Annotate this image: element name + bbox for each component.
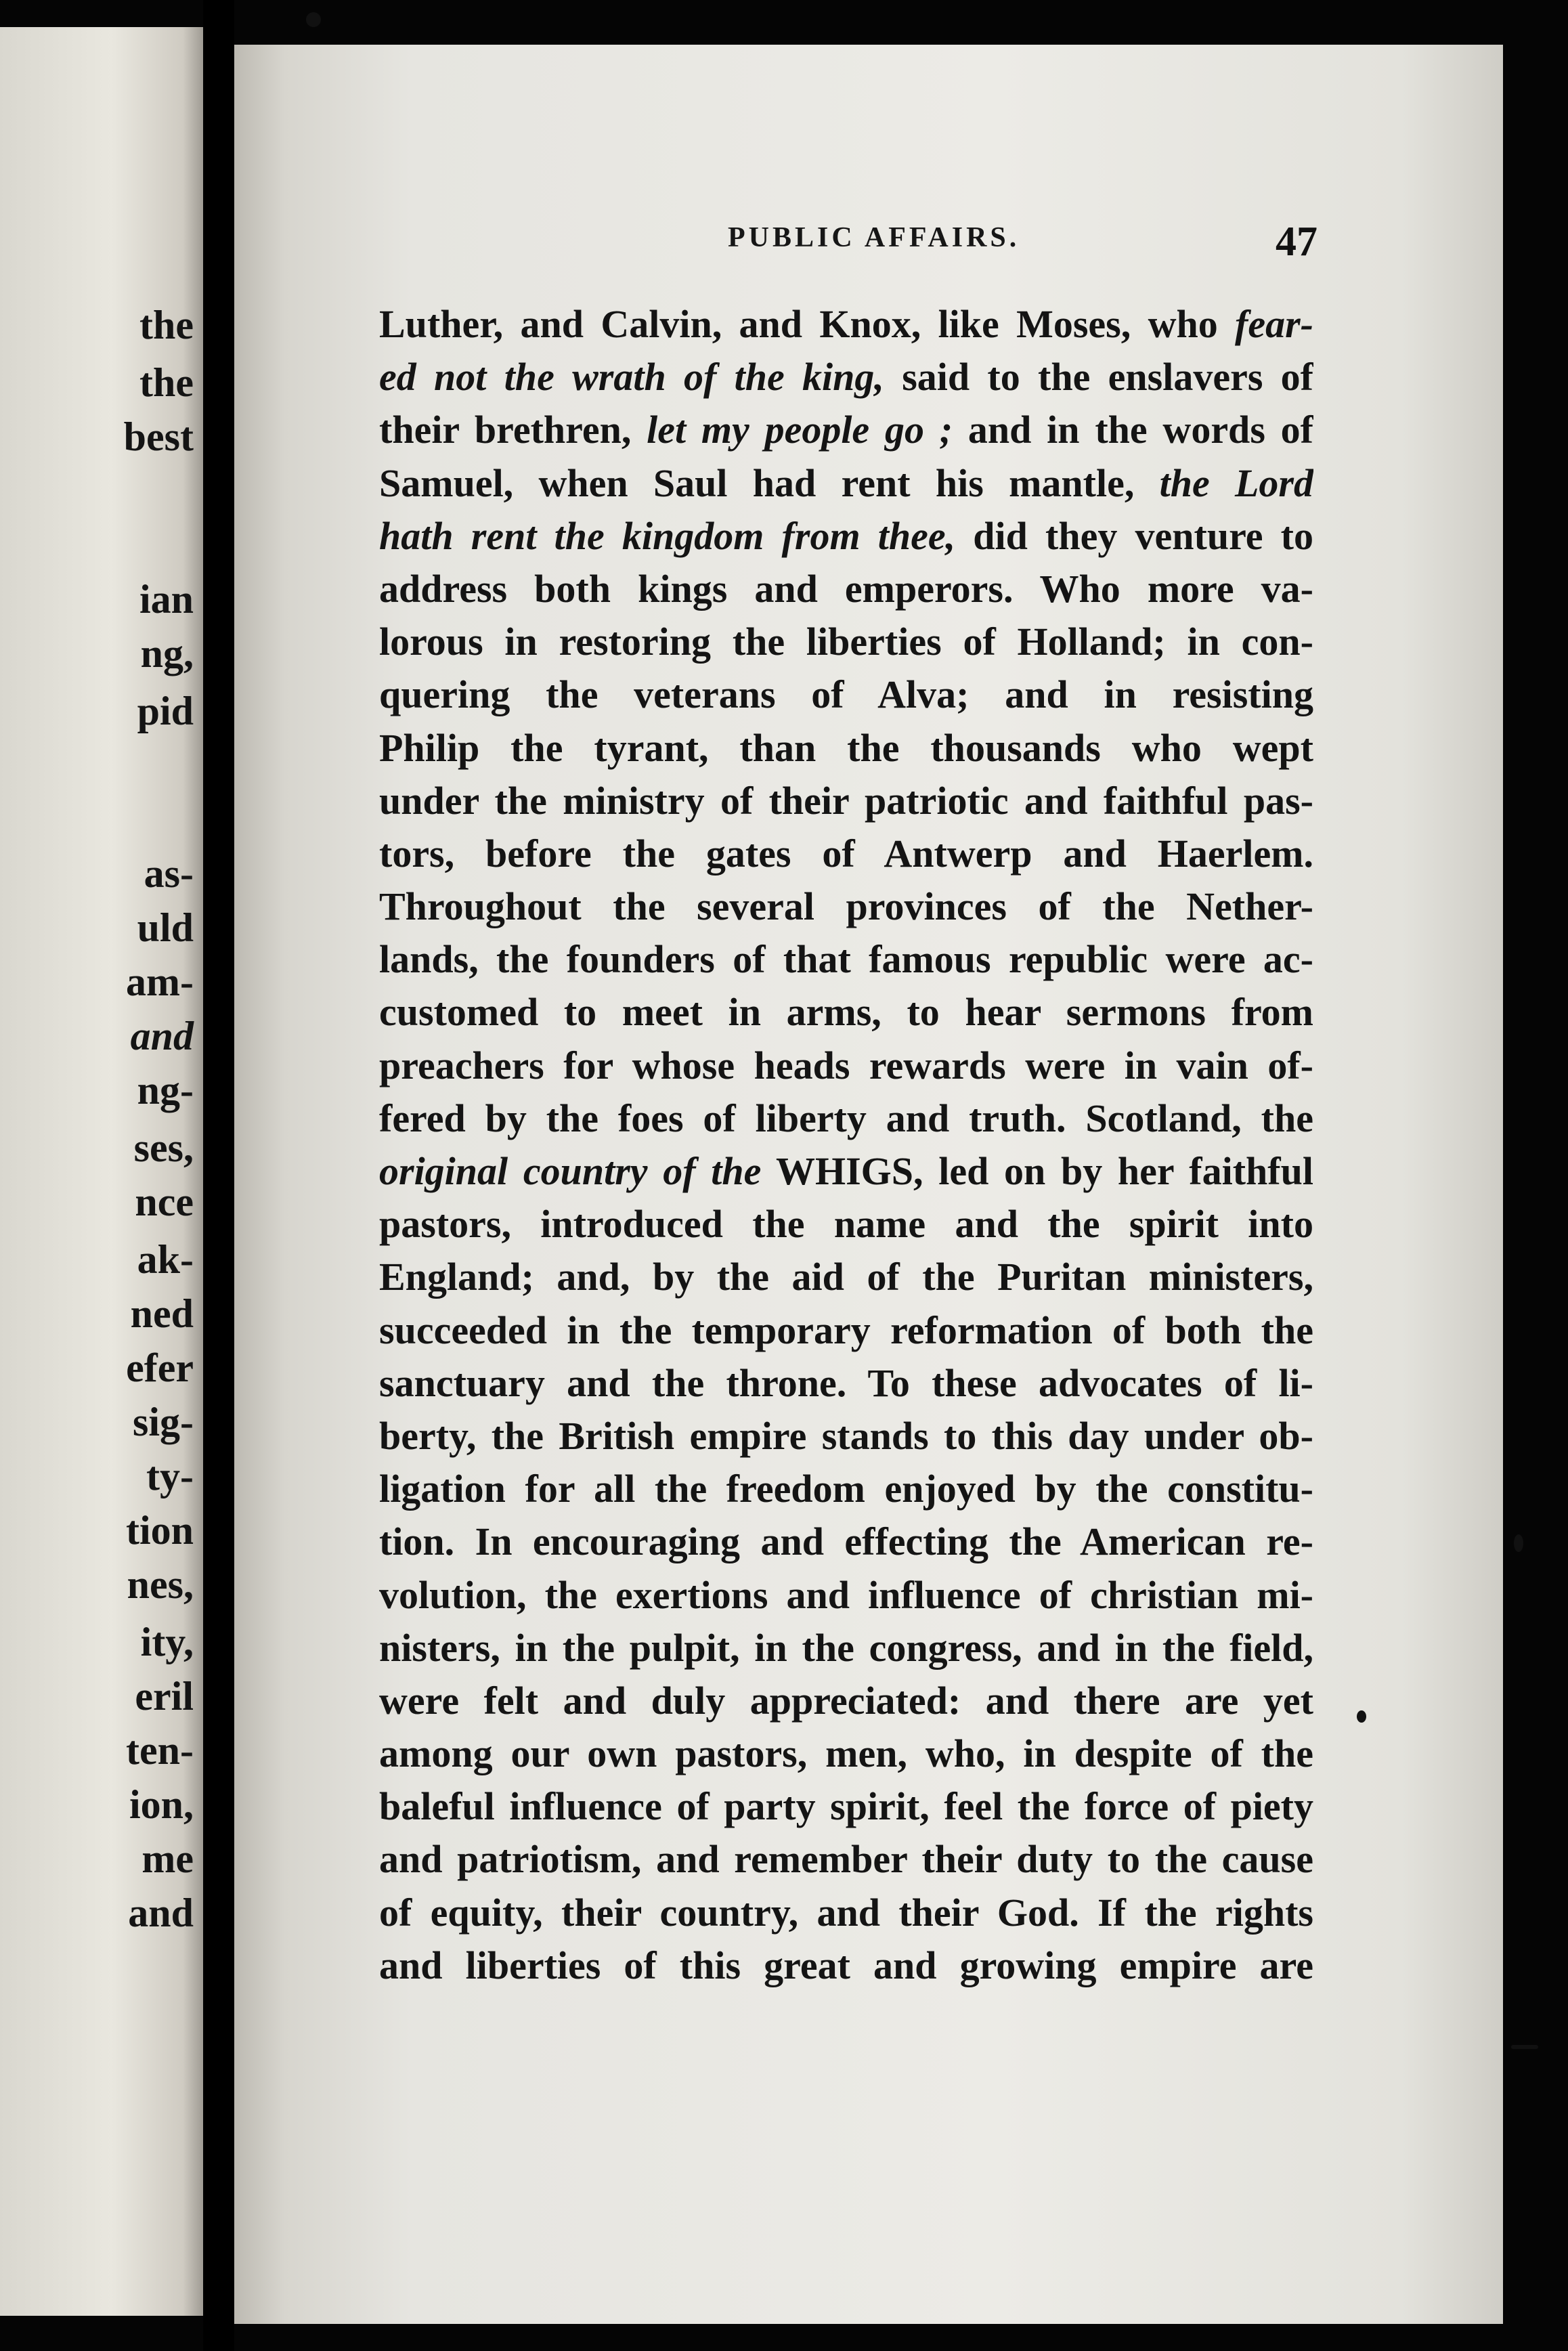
text-line (379, 1515, 1313, 1568)
text-line (379, 1145, 1313, 1198)
scan-speck (1357, 1710, 1366, 1723)
italic-phrase: hath rent the kingdom from thee, (379, 513, 956, 558)
text-run: Philip the tyrant, than the thousands who wept (379, 725, 1313, 770)
left-page-word-fragment: ak- (137, 1237, 194, 1282)
text-line (379, 1622, 1313, 1675)
text-run: among our own pastors, men, who, in despite of the (379, 1731, 1313, 1776)
text-run: Luther, and Calvin, and Knox, like Moses, who (379, 302, 1236, 346)
text-run: lorous in restoring the liberties of Holland; in con- (379, 620, 1313, 664)
left-page-word-fragment: me (141, 1836, 194, 1881)
text-line (379, 1251, 1313, 1303)
text-run: baleful influence of party spirit, feel the force of piety (379, 1784, 1313, 1829)
left-page-fragment (0, 27, 203, 2316)
left-page-word-fragment: ty- (146, 1454, 194, 1498)
text-run: address both kings and emperors. Who more va- (379, 566, 1313, 611)
text-line (379, 1410, 1313, 1463)
left-page-word-fragment: tion (125, 1508, 194, 1553)
text-line (379, 1463, 1313, 1515)
scan-speck (1514, 1534, 1523, 1552)
text-run: lands, the founders of that famous republic were ac- (379, 937, 1313, 982)
left-page-word-fragment: and (128, 1891, 194, 1935)
left-page-word-fragment: uld (137, 905, 194, 950)
left-page-word-fragment: ned (130, 1291, 194, 1336)
text-run: fered by the foes of liberty and truth. Scotland, the (379, 1096, 1313, 1140)
text-line (379, 668, 1313, 721)
text-line (379, 933, 1313, 986)
text-run: tors, before the gates of Antwerp and Haerlem. (379, 831, 1313, 876)
text-line (379, 1886, 1313, 1939)
text-line (379, 457, 1313, 510)
text-line (379, 1569, 1313, 1622)
text-line (379, 1198, 1313, 1251)
italic-phrase: original country of the (379, 1149, 762, 1193)
text-line (379, 722, 1313, 775)
text-run: Samuel, when Saul had rent his mantle, (379, 460, 1160, 505)
left-page-word-fragment: ng, (140, 631, 194, 676)
italic-phrase: the Lord (1159, 460, 1313, 505)
text-run: under the ministry of their patriotic and faithful pas- (379, 778, 1313, 823)
scan-speck (1511, 2045, 1538, 2049)
text-line (379, 1675, 1313, 1727)
text-line (379, 827, 1313, 880)
text-run: volution, the exertions and influence of christian mi- (379, 1572, 1313, 1617)
text-run: ligation for all the freedom enjoyed by the constitu- (379, 1467, 1313, 1511)
text-run: said to the enslavers of (884, 355, 1313, 400)
text-run: and patriotism, and remember their duty to the cause (379, 1837, 1313, 1882)
left-page-word-fragment: best (123, 414, 194, 459)
text-run: pastors, introduced the name and the spirit into (379, 1202, 1313, 1247)
italic-phrase: ed not the wrath of the king, (379, 355, 884, 400)
text-line (379, 1939, 1313, 1992)
text-run: WHIGS, led on by her faithful (761, 1149, 1313, 1193)
scan-speck (306, 12, 321, 27)
left-page-word-fragment: pid (137, 689, 194, 733)
text-run: did they venture to (955, 513, 1313, 558)
text-run: and in the words of (953, 408, 1313, 452)
left-page-word-fragment: ion, (129, 1782, 194, 1827)
text-run: and liberties of this great and growing empire are (379, 1943, 1313, 1987)
text-line (379, 1304, 1313, 1357)
left-page-word-fragment: ten- (126, 1728, 194, 1773)
page-number: 47 (1276, 219, 1317, 265)
left-page-word-fragment: the (139, 360, 194, 405)
left-page-word-fragment: sig- (133, 1400, 194, 1444)
italic-phrase: let my people go ; (647, 408, 953, 452)
text-run: tion. In encouraging and effecting the American re- (379, 1519, 1313, 1564)
text-run: succeeded in the temporary reformation of both the (379, 1308, 1313, 1352)
body-text (379, 298, 1313, 1992)
text-run: Throughout the several provinces of the Nether- (379, 884, 1313, 929)
text-line (379, 1780, 1313, 1833)
left-page-word-fragment: nce (135, 1180, 194, 1224)
left-page-word-fragment: am- (126, 959, 194, 1004)
text-run: were felt and duly appreciated: and there are yet (379, 1678, 1313, 1723)
italic-phrase: fear- (1235, 302, 1313, 346)
text-line (379, 404, 1313, 456)
text-line (379, 563, 1313, 616)
text-run: berty, the British empire stands to this day under ob- (379, 1413, 1313, 1458)
text-line (379, 298, 1313, 351)
text-run: quering the veterans of Alva; and in resisting (379, 672, 1313, 717)
left-page-word-fragment: nes, (127, 1562, 194, 1607)
running-head: PUBLIC AFFAIRS. (728, 222, 1020, 253)
left-page-word-fragment: eril (135, 1674, 194, 1719)
text-run: their brethren, (379, 408, 647, 452)
text-line (379, 1039, 1313, 1092)
text-line (379, 986, 1313, 1039)
left-page-word-fragment: ity, (140, 1620, 194, 1664)
left-page-word-fragment: as- (144, 851, 194, 896)
text-line (379, 616, 1313, 668)
left-page-word-fragment: the (139, 303, 194, 347)
text-run: of equity, their country, and their God. If the rights (379, 1890, 1313, 1935)
text-line (379, 775, 1313, 827)
left-page-word-fragment: efer (126, 1345, 194, 1390)
left-page-word-fragment: ng- (137, 1068, 194, 1113)
text-line (379, 1357, 1313, 1410)
text-run: sanctuary and the throne. To these advocates of li- (379, 1360, 1313, 1405)
left-page-word-fragment: ian (139, 577, 194, 622)
text-line (379, 510, 1313, 563)
text-run: customed to meet in arms, to hear sermons from (379, 990, 1313, 1035)
text-run: preachers for whose heads rewards were in vain of- (379, 1043, 1313, 1087)
left-page-word-fragment: ses, (133, 1125, 194, 1170)
text-run: nisters, in the pulpit, in the congress, and in the field, (379, 1625, 1313, 1670)
text-line (379, 1833, 1313, 1886)
book-gutter (203, 0, 234, 2351)
text-run: England; and, by the aid of the Puritan ministers, (379, 1255, 1313, 1299)
text-line (379, 1727, 1313, 1780)
text-line (379, 1092, 1313, 1145)
text-line (379, 880, 1313, 933)
text-line (379, 351, 1313, 404)
left-page-word-fragment: and (130, 1014, 194, 1058)
